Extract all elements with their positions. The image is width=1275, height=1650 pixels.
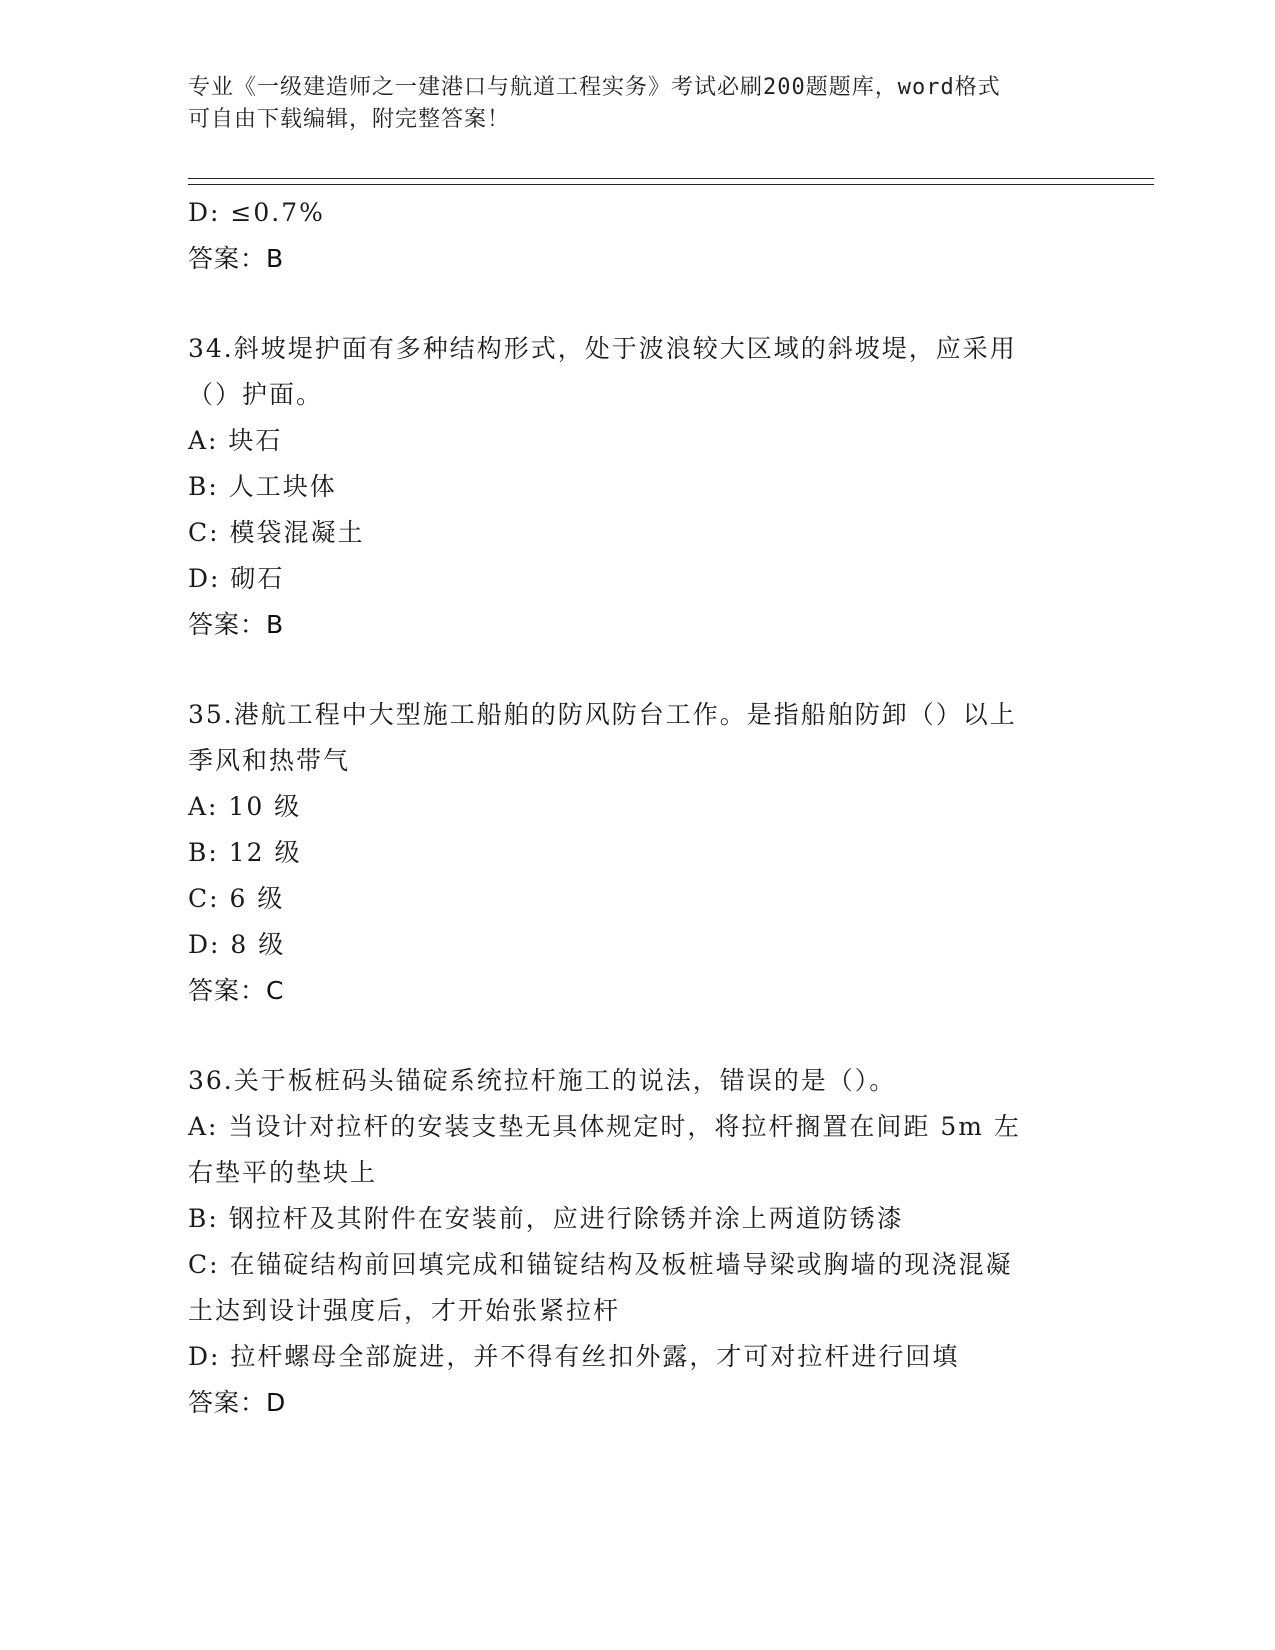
option-c: C: 在锚碇结构前回填完成和锚锭结构及板桩墙导梁或胸墙的现浇混凝 [188,1250,1013,1279]
document-header [188,72,1068,136]
option-d: D: ≤0.7% [188,198,325,227]
option-c: C: 6 级 [188,884,285,913]
question-34 [188,326,1088,648]
question-36 [188,1058,1088,1426]
previous-question-tail [188,190,1088,282]
question-stem-continued: 季风和热带气 [188,746,351,775]
question-stem-continued: （）护面。 [188,380,324,409]
option-c-continued: 土达到设计强度后，才开始张紧拉杆 [188,1296,621,1325]
option-c: C: 模袋混凝土 [188,518,365,547]
header-divider-bottom [188,184,1154,185]
option-b: B: 钢拉杆及其附件在安装前，应进行除锈并涂上两道防锈漆 [188,1204,904,1233]
option-a: A: 10 级 [188,792,302,821]
spacer [188,1014,1088,1058]
option-d: D: 8 级 [188,930,286,959]
option-d: D: 拉杆螺母全部旋进，并不得有丝扣外露，才可对拉杆进行回填 [188,1342,960,1371]
document-body [188,190,1088,1426]
option-b: B: 人工块体 [188,472,337,501]
question-stem: 36.关于板桩码头锚碇系统拉杆施工的说法，错误的是（）。 [188,1066,897,1095]
option-d: D: 砌石 [188,564,285,593]
spacer [188,648,1088,692]
question-35 [188,692,1088,1014]
header-title-line-1: 专业《一级建造师之一建港口与航道工程实务》考试必刷200题题库，word格式 [188,75,1001,100]
option-a: A: 块石 [188,426,283,455]
answer-line: 答案：D [188,1388,287,1417]
question-stem: 35.港航工程中大型施工船舶的防风防台工作。是指船舶防卸（）以上 [188,700,1017,729]
header-divider-top [188,178,1154,179]
answer-line: 答案：C [188,976,285,1005]
option-a: A: 当设计对拉杆的安装支垫无具体规定时，将拉杆搁置在间距 5m 左 [188,1112,1021,1141]
option-a-continued: 右垫平的垫块上 [188,1158,378,1187]
answer-line: 答案：B [188,610,285,639]
header-title-line-2: 可自由下载编辑，附完整答案！ [188,107,511,132]
option-b: B: 12 级 [188,838,302,867]
question-stem: 34.斜坡堤护面有多种结构形式，处于波浪较大区域的斜坡堤，应采用 [188,334,1017,363]
spacer [188,282,1088,326]
answer-line: 答案：B [188,244,285,273]
